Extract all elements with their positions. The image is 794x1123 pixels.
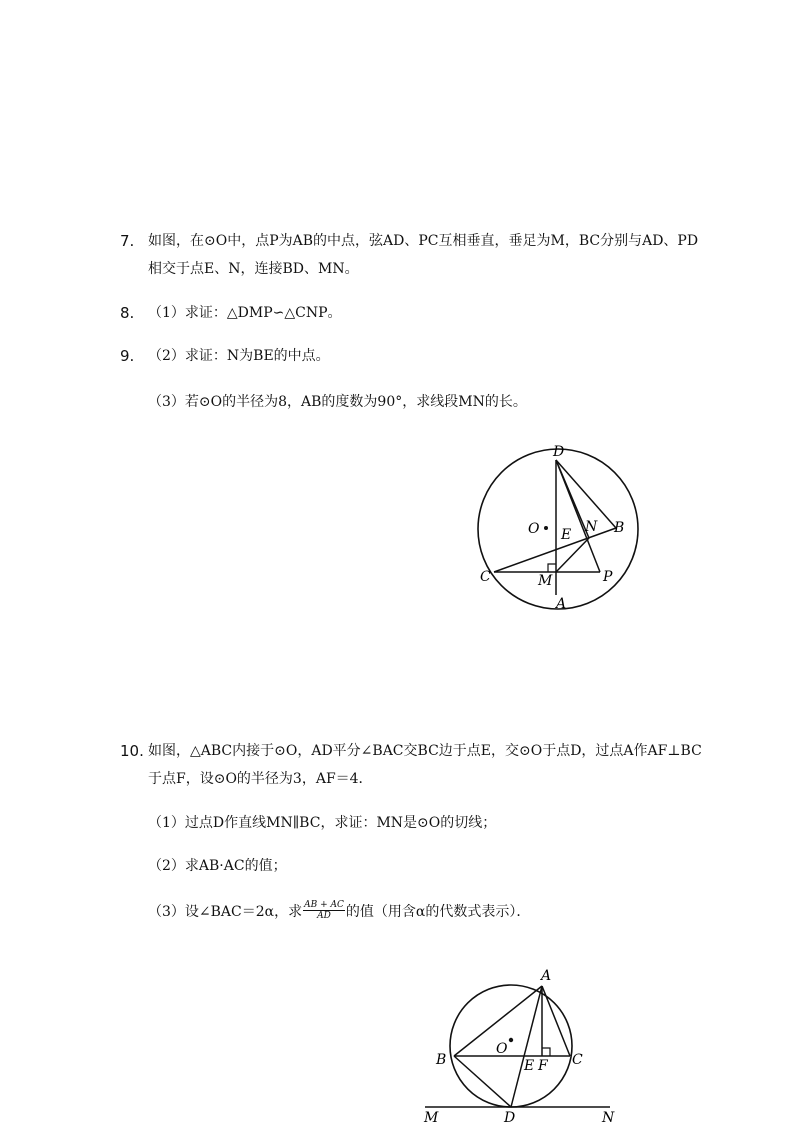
point-label-F: F [538,1058,548,1074]
point-label-M: M [424,1110,439,1123]
point-label-E: E [524,1058,535,1074]
point-label-P: P [603,569,613,585]
question-number: 8. [120,304,135,322]
question-text: （2）求证：N为BE的中点。 [148,348,330,364]
point-label-C: C [572,1052,583,1068]
question-number: 7. [120,232,135,250]
question-subpart-text: （3）若⊙O的半径为8，AB的度数为90°，求线段MN的长。 [148,394,527,410]
fraction-denominator: AD [317,911,331,921]
question-subpart-1: （1）过点D作直线MN∥BC，求证：MN是⊙O的切线； [148,815,497,831]
point-label-O: O [528,521,540,537]
point-label-D: D [504,1110,516,1123]
point-label-C: C [480,569,491,585]
question-text-line: 如图，△ABC内接于⊙O，AD平分∠BAC交BC边于点E，交⊙O于点D，过点A作AF⊥BC [148,743,702,759]
geometry-figure-1 [470,440,640,615]
point-label-O: O [496,1041,508,1057]
question-subpart-3-suffix: 的值（用含α的代数式表示）． [345,903,531,920]
point-label-A: A [556,596,567,612]
point-label-D: D [553,444,565,460]
question-subpart-3-prefix: （3）设∠BAC＝2α，求 [148,903,303,920]
question-number: 10. [120,742,144,760]
question-text-line: 相交于点E、N，连接BD、MN。 [148,261,359,277]
question-subpart-2: （2）求AB·AC的值； [148,858,287,874]
question-text-line: 如图，在⊙O中，点P为AB的中点，弦AD、PC互相垂直，垂足为M，BC分别与AD、PD [148,233,699,249]
point-label-B: B [614,520,625,536]
fraction [303,900,345,921]
point-label-N: N [585,519,598,535]
point-label-B: B [436,1052,447,1068]
point-label-A: A [541,968,552,984]
point-label-N: N [602,1110,615,1123]
point-label-E: E [561,527,572,543]
point-label-M: M [538,573,553,589]
question-text: （1）求证：△DMP∽△CNP。 [148,305,342,321]
geometry-figure-2 [420,962,620,1123]
question-number: 9. [120,347,135,365]
question-subpart-3 [148,900,530,921]
question-text-line: 于点F，设⊙O的半径为3，AF＝4． [148,771,373,787]
fraction-numerator: AB + AC [304,900,344,910]
